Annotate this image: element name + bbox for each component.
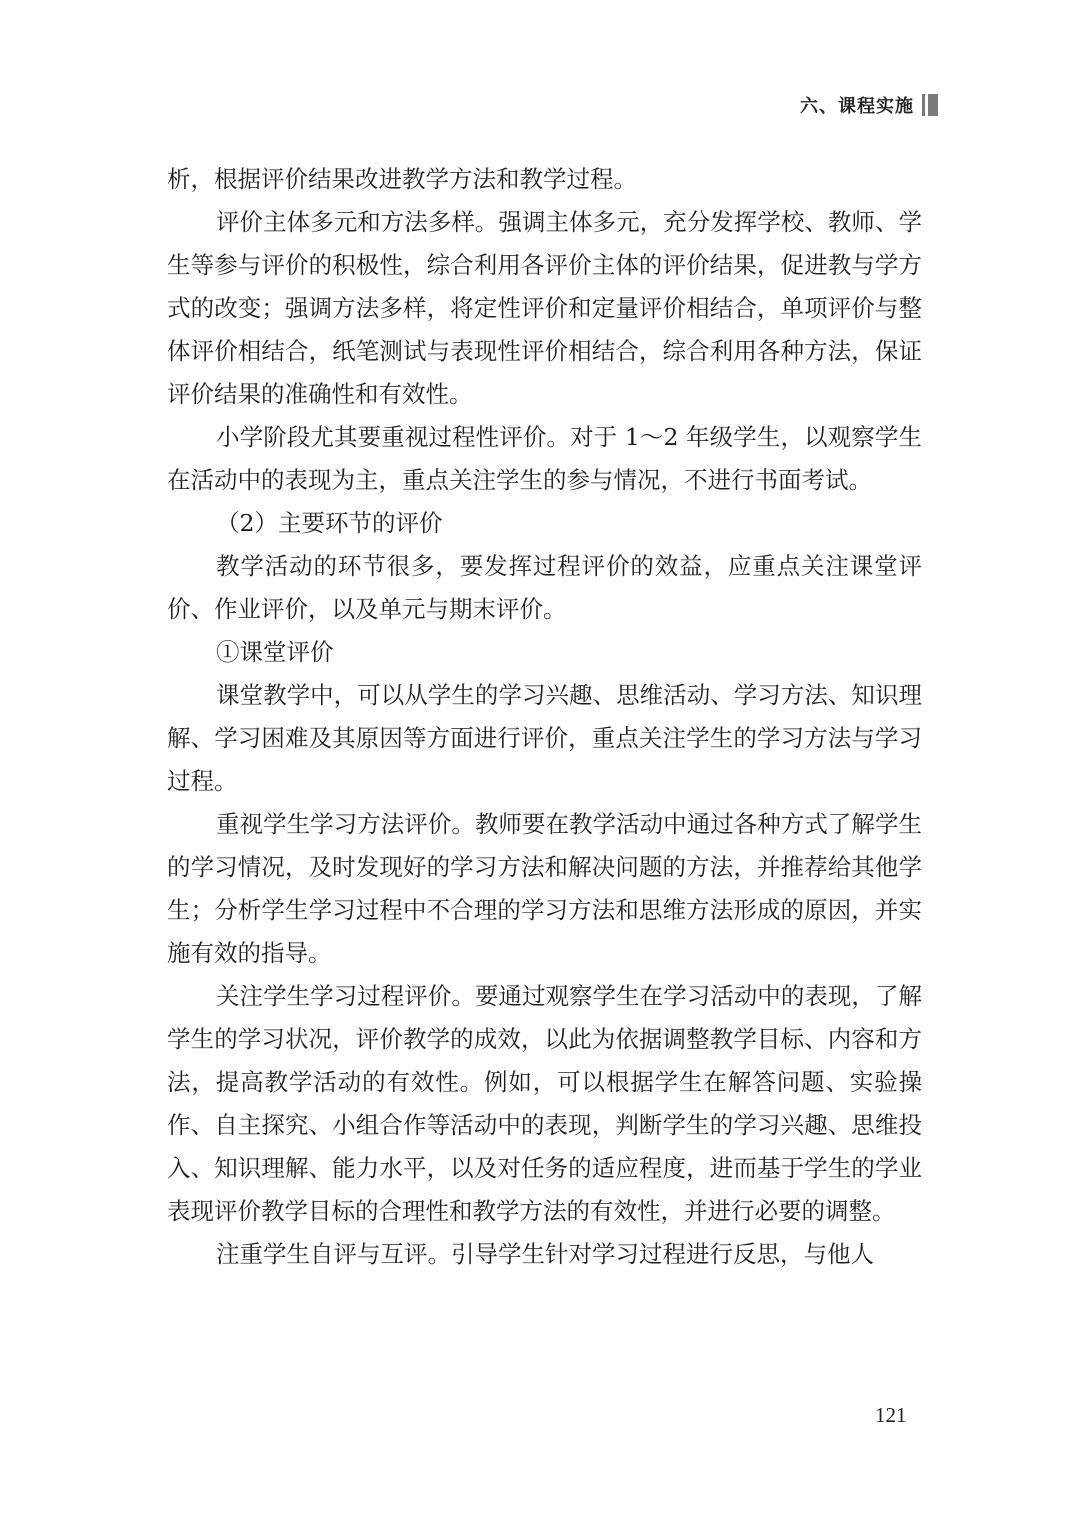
subheading-main-stages: （2）主要环节的评价 bbox=[216, 509, 443, 537]
paragraph-learning-methods: 重视学生学习方法评价。教师要在教学活动中通过各种方式了解学生的学习情况，及时发现好的学习方法和解决问题的方法，并推荐给其他学生；分析学生学习过程中不合理的学习方法和思维方法形成的原因，并实施有效的指导。 bbox=[167, 810, 922, 967]
section-title: 六、课程实施 bbox=[800, 96, 914, 117]
subheading-classroom-evaluation: ①课堂评价 bbox=[216, 638, 334, 666]
page-number: 121 bbox=[875, 1403, 907, 1427]
header-bar-marks bbox=[922, 94, 938, 116]
paragraph-continuation: 析，根据评价结果改进教学方法和教学过程。 bbox=[167, 165, 637, 193]
paragraph-learning-process: 关注学生学习过程评价。要通过观察学生在学习活动中的表现，了解学生的学习状况，评价教学的成效，以此为依据调整教学目标、内容和方法，提高教学活动的有效性。例如，可以根据学生在解答问题、实验操作、自主探究、小组合作等活动中的表现，判断学生的学习兴趣、思维投入、知识理解、能力水平，以及对任务的适应程度，进而基于学生的学业表现评价教学目标的合理性和教学方法的有效性，并进行必要的调整。 bbox=[167, 982, 922, 1225]
body-text bbox=[167, 158, 922, 1276]
paragraph-classroom-teaching: 课堂教学中，可以从学生的学习兴趣、思维活动、学习方法、知识理解、学习困难及其原因等方面进行评价，重点关注学生的学习方法与学习过程。 bbox=[167, 681, 922, 795]
paragraph-primary-process-evaluation: 小学阶段尤其要重视过程性评价。对于 1～2 年级学生，以观察学生在活动中的表现为主，重点关注学生的参与情况，不进行书面考试。 bbox=[167, 423, 922, 494]
header-thin-bar bbox=[922, 94, 925, 116]
paragraph-evaluation-subjects: 评价主体多元和方法多样。强调主体多元，充分发挥学校、教师、学生等参与评价的积极性，综合利用各评价主体的评价结果，促进教与学方式的改变；强调方法多样，将定性评价和定量评价相结合，单项评价与整体评价相结合，纸笔测试与表现性评价相结合，综合利用各种方法，保证评价结果的准确性和有效性。 bbox=[167, 208, 922, 408]
paragraph-self-peer-evaluation: 注重学生自评与互评。引导学生针对学习过程进行反思，与他人 bbox=[216, 1240, 874, 1268]
paragraph-teaching-stages: 教学活动的环节很多，要发挥过程评价的效益，应重点关注课堂评价、作业评价，以及单元与期末评价。 bbox=[167, 552, 922, 623]
header-thick-bar bbox=[928, 94, 938, 116]
running-header bbox=[800, 90, 938, 120]
